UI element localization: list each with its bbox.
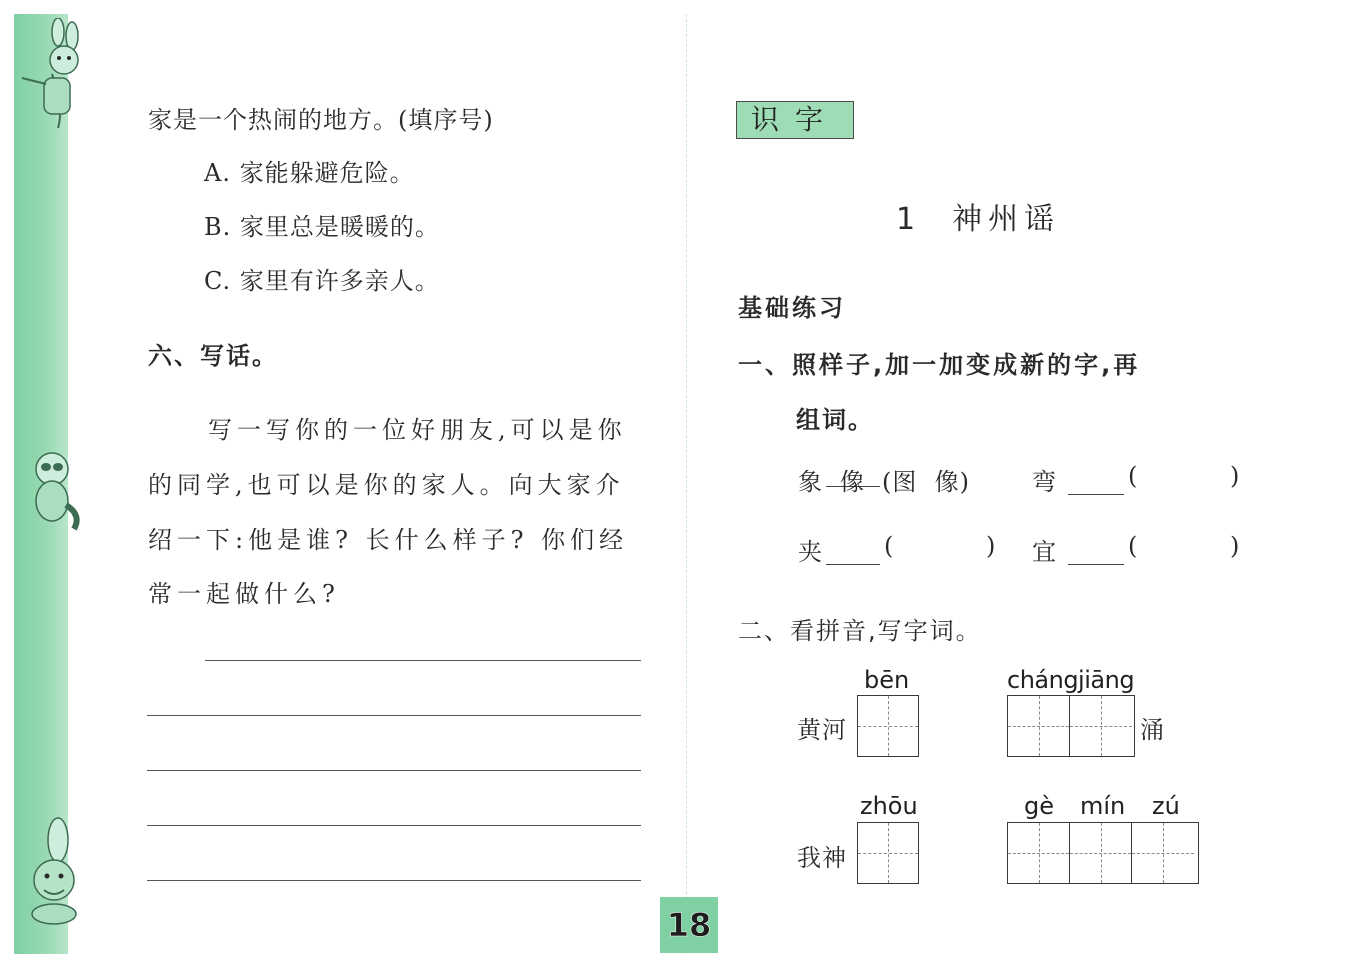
pinyin-changjiang: chángjiāng — [1007, 666, 1135, 694]
q1-title-line1: 一、照样子,加一加变成新的字,再 — [738, 351, 1141, 379]
option-c: C. 家里有许多亲人。 — [204, 267, 440, 295]
rabbit-illustration-icon — [14, 18, 94, 138]
writing-line-2[interactable] — [147, 715, 641, 716]
writing-line-5[interactable] — [147, 880, 641, 881]
lesson-title: 1 神州谣 — [896, 202, 1061, 237]
blank-wan[interactable] — [1068, 494, 1124, 495]
blank-yi[interactable] — [1068, 564, 1124, 565]
question-tail-text: 家是一个热闹的地方。(填序号) — [148, 106, 494, 134]
grid-cell[interactable] — [858, 823, 918, 883]
writing-line-3[interactable] — [147, 770, 641, 771]
paren-open: ( — [1128, 462, 1139, 490]
char-jia: 夹 — [798, 538, 823, 566]
pinyin-min: mín — [1080, 792, 1126, 820]
page-fold-line — [686, 14, 687, 954]
paren-open: ( — [1128, 532, 1139, 560]
pinyin-zhou: zhōu — [860, 792, 918, 820]
prefix-woshen: 我神 — [797, 844, 847, 872]
tiger-illustration-icon — [14, 810, 94, 930]
grid-cell[interactable] — [1132, 823, 1194, 883]
prompt-line-2: 的同学,也可以是你的家人。向大家介 — [148, 471, 625, 499]
grid-cell[interactable] — [1008, 823, 1070, 883]
section-tab: 识字 — [736, 101, 854, 139]
paren-close: ) — [986, 532, 997, 560]
raccoon-illustration-icon — [14, 445, 88, 535]
grid-cell[interactable] — [858, 696, 918, 756]
option-a: A. 家能躲避危险。 — [204, 159, 415, 187]
writing-line-1[interactable] — [205, 660, 641, 661]
option-b: B. 家里总是暖暖的。 — [204, 213, 440, 241]
q1-title-line2: 组词。 — [796, 406, 874, 434]
paren-close: ) — [1230, 462, 1241, 490]
writing-grid-changjiang[interactable] — [1007, 695, 1135, 757]
char-wan: 弯 — [1032, 468, 1057, 496]
example-answer-char: 像 — [840, 468, 865, 496]
prompt-line-3: 绍一下:他是谁? 长什么样子? 你们经 — [148, 526, 629, 554]
prefix-huanghe: 黄河 — [797, 716, 847, 744]
practice-heading: 基础练习 — [738, 294, 846, 322]
blank-jia[interactable] — [826, 564, 880, 565]
example-words: (图 像) — [882, 468, 970, 496]
pinyin-zu: zú — [1152, 792, 1180, 820]
prompt-line-4: 常一起做什么? — [148, 580, 340, 608]
pinyin-ben: bēn — [864, 666, 910, 694]
writing-grid-geminzu[interactable] — [1007, 822, 1199, 884]
paren-open: ( — [884, 532, 895, 560]
grid-cell[interactable] — [1008, 696, 1070, 756]
char-yi: 宜 — [1032, 538, 1057, 566]
prompt-line-1: 写一写你的一位好朋友,可以是你 — [208, 416, 627, 444]
example-base-char: 象 — [798, 468, 823, 496]
suffix-yong: 涌 — [1140, 716, 1165, 744]
grid-cell[interactable] — [1070, 823, 1132, 883]
writing-grid-zhou[interactable] — [857, 822, 919, 884]
pinyin-ge: gè — [1024, 792, 1054, 820]
grid-cell[interactable] — [1070, 696, 1132, 756]
writing-line-4[interactable] — [147, 825, 641, 826]
writing-grid-ben[interactable] — [857, 695, 919, 757]
paren-close: ) — [1230, 532, 1241, 560]
page-number: 18 — [660, 897, 718, 953]
section-six-title: 六、写话。 — [148, 342, 278, 370]
q2-title: 二、看拼音,写字词。 — [738, 617, 982, 645]
